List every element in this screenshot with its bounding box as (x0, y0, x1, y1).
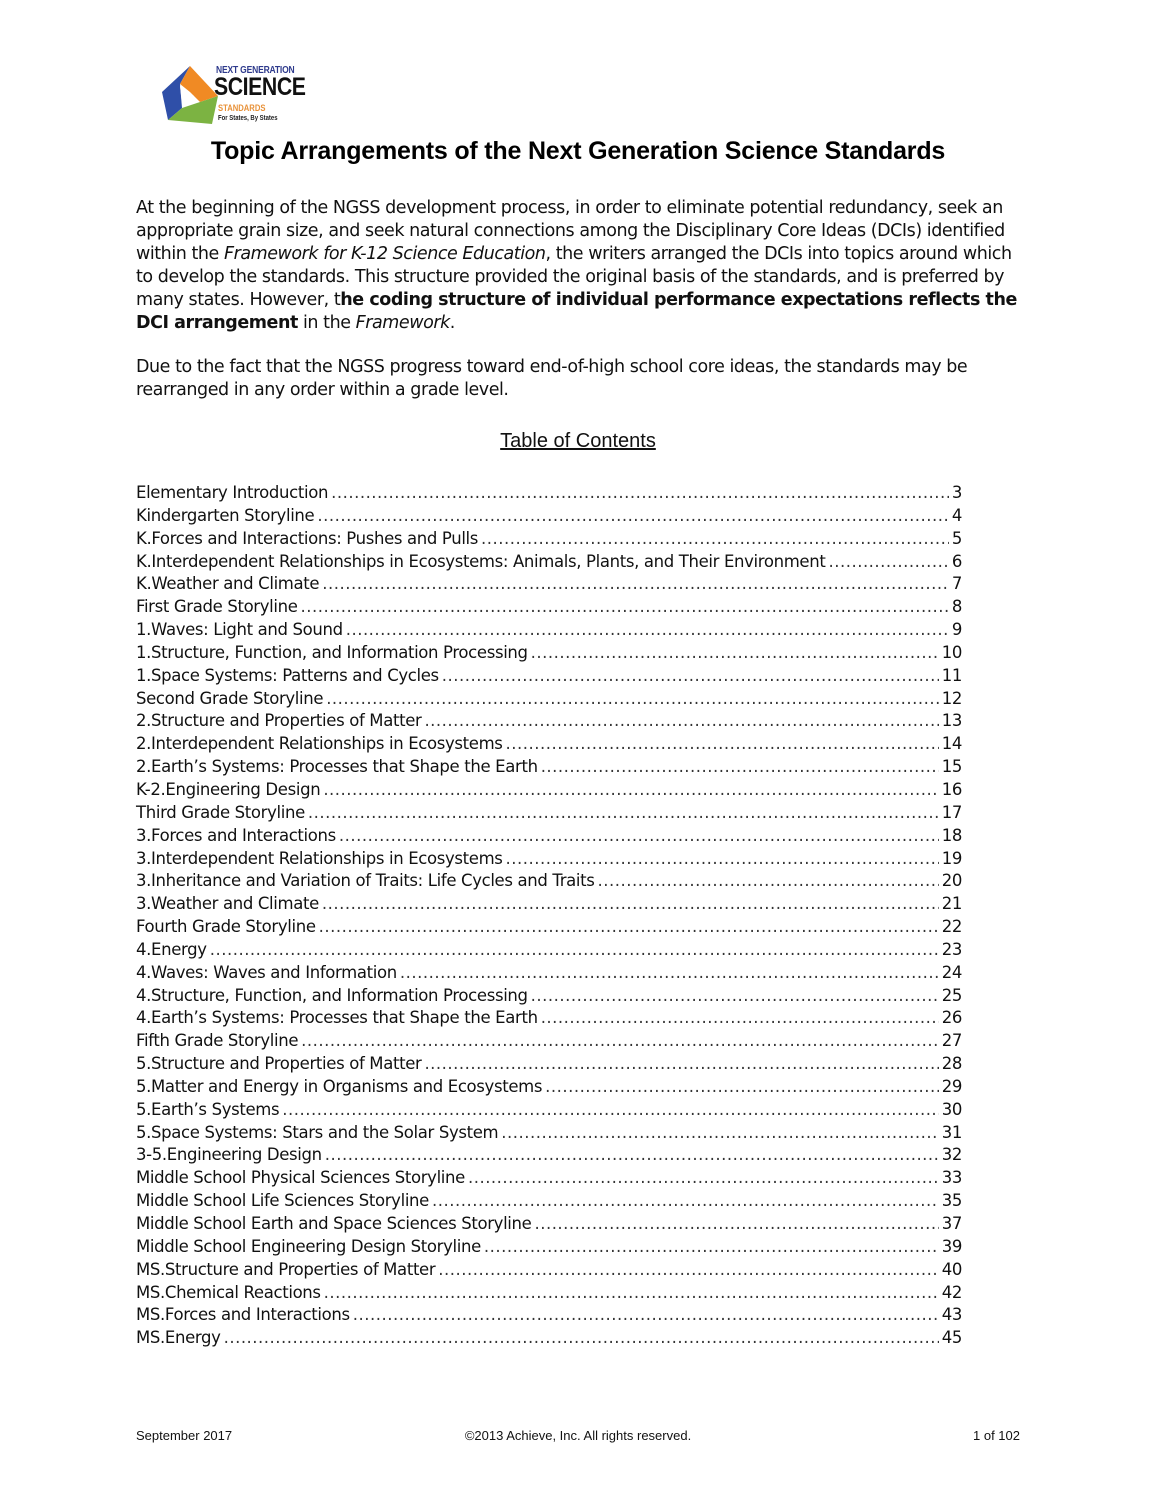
toc-entry-page[interactable]: 8 (951, 597, 962, 617)
toc-entry-page[interactable]: 10 (941, 642, 962, 662)
toc-dot-leader (301, 1031, 939, 1050)
toc-entry-label[interactable]: 2.Earth’s Systems: Processes that Shape the Earth (136, 757, 538, 777)
toc-entry-page[interactable]: 17 (941, 802, 962, 822)
toc-entry[interactable] (136, 1008, 962, 1031)
toc-entry-label[interactable]: 5.Space Systems: Stars and the Solar System (136, 1122, 499, 1142)
intro-text: At the beginning of the NGSS development process, in order to eliminate potential redundancy, seek an appropriate grain size, and seek natural connections among the Disciplinary Core Ideas (DCIs) identified within the (136, 198, 1005, 264)
logo-line-3: STANDARDS (218, 103, 266, 113)
toc-entry-page[interactable]: 22 (941, 917, 962, 937)
toc-entry-label[interactable]: Middle School Earth and Space Sciences Storyline (136, 1214, 532, 1233)
toc-entry-label[interactable]: 4.Energy (136, 939, 207, 959)
toc-entry-label[interactable]: K.Forces and Interactions: Pushes and Pulls (136, 528, 479, 548)
toc-dot-leader (438, 1260, 938, 1279)
toc-dot-leader (506, 734, 939, 753)
toc-entry[interactable] (136, 1077, 962, 1100)
toc-entry-page[interactable]: 6 (951, 551, 962, 571)
toc-entry-page[interactable]: 24 (941, 962, 962, 982)
logo-tagline: For States, By States (218, 115, 278, 122)
toc-entry[interactable] (136, 1031, 962, 1054)
toc-entry-page[interactable]: 32 (941, 1145, 962, 1165)
toc-entry-label[interactable]: MS.Structure and Properties of Matter (136, 1259, 436, 1279)
toc-entry[interactable] (136, 894, 962, 917)
toc-entry[interactable] (136, 1145, 962, 1168)
toc-entry-label[interactable]: MS.Forces and Interactions (136, 1305, 350, 1325)
toc-entry[interactable] (136, 849, 962, 872)
toc-dot-leader (545, 1077, 939, 1096)
toc-entry[interactable] (136, 780, 962, 803)
toc-entry[interactable] (136, 917, 962, 940)
toc-entry-label[interactable]: 2.Structure and Properties of Matter (136, 711, 422, 731)
toc-entry[interactable] (136, 963, 962, 986)
toc-entry-page[interactable]: 20 (941, 871, 962, 891)
toc-entry[interactable] (136, 871, 962, 894)
toc-entry[interactable] (136, 1305, 962, 1328)
toc-entry-page[interactable]: 15 (941, 757, 962, 777)
toc-dot-leader (828, 552, 948, 571)
toc-entry[interactable] (136, 1214, 962, 1237)
framework-title-italic: Framework for K-12 Science Education (223, 244, 546, 264)
toc-dot-leader (531, 643, 939, 662)
intro-paragraph-2: Due to the fact that the NGSS progress toward end-of-high school core ideas, the standards may be rearranged in any order within a grade level. (136, 357, 968, 400)
toc-entry-page[interactable]: 40 (941, 1259, 962, 1279)
toc-dot-leader (598, 871, 939, 890)
toc-entry-page[interactable]: 29 (941, 1076, 962, 1096)
toc-dot-leader (353, 1305, 939, 1324)
toc-entry-label[interactable]: Middle School Physical Sciences Storyline (136, 1168, 465, 1188)
toc-entry-page[interactable]: 21 (941, 894, 962, 914)
toc-entry-label[interactable]: First Grade Storyline (136, 597, 298, 617)
toc-dot-leader (400, 963, 939, 982)
page-title: Topic Arrangements of the Next Generation Science Standards (210, 137, 946, 165)
toc-entry-page[interactable]: 31 (941, 1122, 962, 1142)
logo-line-1: NEXT GENERATION (216, 65, 295, 76)
toc-entry-page[interactable]: 14 (941, 734, 962, 754)
toc-entry[interactable] (136, 643, 962, 666)
toc-heading: Table of Contents (500, 430, 656, 452)
toc-entry[interactable] (136, 574, 962, 597)
intro-paragraph-1 (136, 197, 1026, 335)
toc-entry-label[interactable]: Elementary Introduction (136, 483, 329, 502)
toc-entry-page[interactable]: 28 (941, 1054, 962, 1074)
toc-dot-leader (501, 1123, 938, 1142)
toc-entry-label[interactable]: K.Interdependent Relationships in Ecosystems: Animals, Plants, and Their Environment (136, 551, 826, 571)
toc-dot-leader (424, 711, 938, 730)
toc-entry-label[interactable]: 3.Weather and Climate (136, 894, 319, 914)
toc-entry-page[interactable]: 43 (941, 1305, 962, 1325)
toc-entry[interactable] (136, 1191, 962, 1214)
toc-entry-page[interactable]: 27 (941, 1031, 962, 1051)
toc-entry-label[interactable]: MS.Chemical Reactions (136, 1282, 321, 1302)
toc-entry-label[interactable]: 3.Forces and Interactions (136, 825, 336, 845)
toc-entry[interactable] (136, 529, 962, 552)
toc-dot-leader (331, 483, 949, 502)
toc-entry-page[interactable]: 7 (951, 574, 962, 594)
toc-entry-label[interactable]: 3.Inheritance and Variation of Traits: Life Cycles and Traits (136, 871, 595, 891)
toc-entry-label[interactable]: Fourth Grade Storyline (136, 917, 316, 937)
toc-entry-label[interactable]: 1.Space Systems: Patterns and Cycles (136, 665, 439, 685)
logo-line-2: SCIENCE (214, 73, 306, 101)
toc-dot-leader (484, 1237, 939, 1256)
toc-entry-label[interactable]: 3.Interdependent Relationships in Ecosystems (136, 848, 503, 868)
intro-text: in the (297, 313, 356, 333)
toc-entry[interactable] (136, 483, 962, 506)
toc-dot-leader (326, 689, 939, 708)
framework-italic: Framework (355, 313, 450, 333)
toc-entry-label[interactable]: 4.Earth’s Systems: Processes that Shape the Earth (136, 1008, 538, 1028)
toc-entry[interactable] (136, 803, 962, 826)
toc-entry[interactable] (136, 734, 962, 757)
toc-entry[interactable] (136, 826, 962, 849)
toc-entry-page[interactable]: 3 (951, 483, 962, 502)
toc-entry-page[interactable]: 45 (941, 1328, 962, 1348)
toc-dot-leader (432, 1191, 939, 1210)
toc-dot-leader (308, 803, 939, 822)
toc-dot-leader (442, 666, 939, 685)
toc-entry-page[interactable]: 25 (941, 985, 962, 1005)
toc-entry[interactable] (136, 711, 962, 734)
toc-dot-leader (424, 1054, 938, 1073)
toc-entry-label[interactable]: 5.Matter and Energy in Organisms and Ecosystems (136, 1076, 543, 1096)
toc-entry-page[interactable]: 11 (941, 665, 962, 685)
toc-entry-label[interactable]: 1.Structure, Function, and Information Processing (136, 642, 528, 662)
toc-entry-page[interactable]: 4 (951, 505, 962, 525)
toc-entry-label[interactable]: K.Weather and Climate (136, 574, 320, 594)
toc-dot-leader (322, 894, 939, 913)
toc-entry-label[interactable]: Middle School Engineering Design Storyline (136, 1236, 481, 1256)
toc-entry-label[interactable]: 3-5.Engineering Design (136, 1145, 322, 1165)
toc-entry[interactable] (136, 940, 962, 963)
toc-dot-leader (322, 574, 949, 593)
toc-entry[interactable] (136, 1283, 962, 1306)
toc-entry[interactable] (136, 666, 962, 689)
toc-dot-leader (282, 1100, 938, 1119)
toc-dot-leader (346, 620, 949, 639)
table-of-contents (136, 483, 962, 1351)
toc-dot-leader (481, 529, 949, 548)
intro-text: , the writers arranged the DCIs into topics around which to develop the standards. This structure provided the original basis of the standards, and is preferred by many states. However, t (136, 244, 1012, 310)
ngss-logo (160, 62, 320, 134)
toc-dot-leader (534, 1214, 938, 1233)
toc-dot-leader (339, 826, 939, 845)
toc-entry[interactable] (136, 1123, 962, 1146)
toc-entry-label[interactable]: Second Grade Storyline (136, 688, 324, 708)
toc-entry-label[interactable]: 2.Interdependent Relationships in Ecosystems (136, 734, 503, 754)
footer-copyright: ©2013 Achieve, Inc. All rights reserved. (464, 1428, 692, 1443)
footer-page-number: 1 of 102 (973, 1428, 1020, 1443)
toc-entry-label[interactable]: Third Grade Storyline (136, 802, 305, 822)
toc-dot-leader (468, 1168, 939, 1187)
toc-dot-leader (325, 1145, 939, 1164)
toc-entry-page[interactable]: 13 (941, 711, 962, 731)
toc-entry-label[interactable]: 5.Structure and Properties of Matter (136, 1054, 422, 1074)
toc-entry-page[interactable]: 39 (941, 1236, 962, 1256)
toc-entry-label[interactable]: K-2.Engineering Design (136, 779, 321, 799)
toc-entry[interactable] (136, 1328, 962, 1351)
toc-entry-label[interactable]: 4.Waves: Waves and Information (136, 962, 397, 982)
toc-entry[interactable] (136, 620, 962, 643)
toc-entry[interactable] (136, 597, 962, 620)
toc-entry-label[interactable]: 1.Waves: Light and Sound (136, 620, 343, 640)
toc-entry-page[interactable]: 12 (941, 688, 962, 708)
intro-text: . (449, 313, 455, 333)
toc-entry-page[interactable]: 18 (941, 825, 962, 845)
toc-entry-page[interactable]: 16 (941, 779, 962, 799)
toc-entry[interactable] (136, 552, 962, 575)
toc-dot-leader (324, 1283, 939, 1302)
toc-entry-page[interactable]: 42 (941, 1282, 962, 1302)
toc-entry-label[interactable]: 5.Earth’s Systems (136, 1099, 280, 1119)
toc-dot-leader (541, 1008, 939, 1027)
toc-entry[interactable] (136, 689, 962, 712)
toc-dot-leader (317, 506, 949, 525)
toc-entry-page[interactable]: 26 (941, 1008, 962, 1028)
footer-date: September 2017 (136, 1428, 233, 1443)
toc-dot-leader (323, 780, 938, 799)
toc-entry-page[interactable]: 5 (951, 528, 962, 548)
toc-entry-label[interactable]: 4.Structure, Function, and Information Processing (136, 985, 528, 1005)
toc-entry-label[interactable]: MS.Energy (136, 1328, 221, 1348)
toc-entry-label[interactable]: Kindergarten Storyline (136, 505, 315, 525)
toc-dot-leader (531, 986, 939, 1005)
ngss-swirl-icon (160, 62, 220, 130)
toc-entry-page[interactable]: 19 (941, 848, 962, 868)
toc-entry-page[interactable]: 30 (941, 1099, 962, 1119)
toc-entry-label[interactable]: Fifth Grade Storyline (136, 1031, 299, 1051)
toc-entry-label[interactable]: Middle School Life Sciences Storyline (136, 1191, 429, 1211)
toc-entry[interactable] (136, 757, 962, 780)
toc-dot-leader (224, 1328, 939, 1347)
toc-entry[interactable] (136, 1054, 962, 1077)
toc-entry[interactable] (136, 506, 962, 529)
toc-entry-page[interactable]: 33 (941, 1168, 962, 1188)
toc-entry-page[interactable]: 37 (941, 1214, 962, 1233)
intro-bold-text: he coding structure of individual performance expectations reflects the DCI arrangement (136, 290, 1017, 333)
toc-dot-leader (319, 917, 939, 936)
toc-dot-leader (210, 940, 939, 959)
toc-entry[interactable] (136, 1168, 962, 1191)
toc-entry[interactable] (136, 1237, 962, 1260)
toc-entry[interactable] (136, 1260, 962, 1283)
toc-dot-leader (301, 597, 949, 616)
toc-dot-leader (541, 757, 939, 776)
toc-dot-leader (506, 849, 939, 868)
toc-entry[interactable] (136, 1100, 962, 1123)
toc-entry-page[interactable]: 9 (951, 620, 962, 640)
toc-entry[interactable] (136, 986, 962, 1009)
toc-entry-page[interactable]: 35 (941, 1191, 962, 1211)
toc-entry-page[interactable]: 23 (941, 939, 962, 959)
